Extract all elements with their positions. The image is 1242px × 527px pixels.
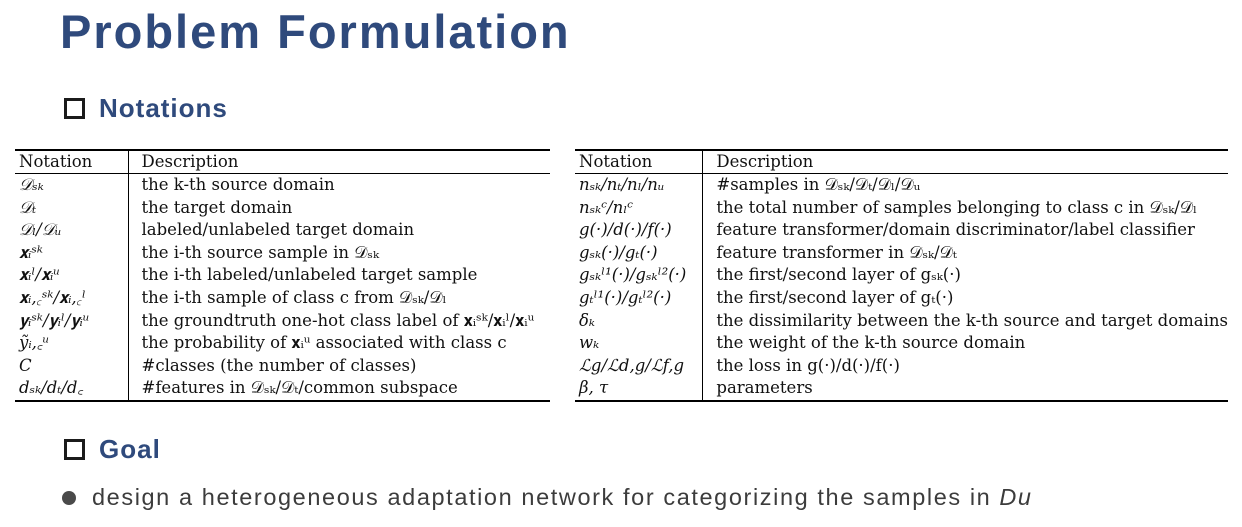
goal-heading-label: Goal <box>99 434 161 464</box>
description-cell: the target domain <box>141 197 293 217</box>
goal-text: design a heterogeneous adaptation network for categorizing the samples in <box>92 484 992 510</box>
description-cell: the groundtruth one-hot class label of 𝐱ᵢˢᵏ/𝐱ᵢˡ/𝐱ᵢᵘ <box>141 310 535 330</box>
description-cell: #classes (the number of classes) <box>141 355 417 375</box>
goal-heading <box>64 434 161 465</box>
description-cell: the dissimilarity between the k-th source and target domains <box>716 310 1228 330</box>
description-cell: #features in 𝒟ₛₖ/𝒟ₜ/common subspace <box>128 377 550 401</box>
description-cell: the i-th sample of class c from 𝒟ₛₖ/𝒟ₗ <box>141 287 447 307</box>
notation-cell: 𝒟ₜ <box>15 197 128 220</box>
column-header-notation: Notation <box>575 150 703 174</box>
description-cell: the loss in g(·)/d(·)/f(·) <box>716 355 900 375</box>
notation-cell: 𝒟ₛₖ <box>15 174 128 197</box>
table-row <box>575 287 1228 310</box>
notation-cell: wₖ <box>575 332 703 355</box>
table-row <box>15 219 550 242</box>
table-row <box>575 310 1228 333</box>
notation-cell: nₛₖ/nₜ/nₗ/nᵤ <box>575 174 703 197</box>
table-row <box>575 377 1228 401</box>
bullet-dot-icon <box>62 491 76 505</box>
notation-cell: β, τ <box>575 377 703 401</box>
notation-cell: 𝐱ᵢ,꜀ˢᵏ/𝐱ᵢ,꜀ˡ <box>15 287 128 310</box>
description-cell: #samples in 𝒟ₛₖ/𝒟ₜ/𝒟ₗ/𝒟ᵤ <box>716 175 921 194</box>
slide-title: Problem Formulation <box>60 5 571 58</box>
notation-cell: 𝐱ᵢˢᵏ <box>15 242 128 265</box>
square-bullet-icon <box>64 98 85 119</box>
notation-cell: g(·)/d(·)/f(·) <box>575 219 703 242</box>
table-row <box>15 377 550 401</box>
notation-table-left <box>15 149 550 402</box>
notations-heading <box>64 93 228 124</box>
description-cell: the k-th source domain <box>141 175 335 194</box>
notation-cell: gₛₖˡ¹(·)/gₛₖˡ²(·) <box>575 264 703 287</box>
description-cell: parameters <box>703 377 1228 401</box>
description-cell: the weight of the k-th source domain <box>716 333 1026 353</box>
column-header-notation: Notation <box>15 150 128 174</box>
goal-symbol: Du <box>999 484 1033 510</box>
table-row <box>15 355 550 378</box>
table-header-row <box>575 150 1228 174</box>
table-row <box>575 332 1228 355</box>
notation-cell: ℒg/ℒd,g/ℒf,g <box>575 355 703 378</box>
notation-cell: ỹᵢ,꜀ᵘ <box>15 332 128 355</box>
notation-cell: 𝐲ᵢˢᵏ/𝐲ᵢˡ/𝐲ᵢᵘ <box>15 310 128 333</box>
table-row <box>15 242 550 265</box>
notations-heading-label: Notations <box>99 93 228 123</box>
notation-cell: 𝐱ᵢˡ/𝐱ᵢᵘ <box>15 264 128 287</box>
table-row <box>575 219 1228 242</box>
goal-bullet-item <box>62 484 1033 511</box>
table-row <box>15 287 550 310</box>
table-row <box>15 197 550 220</box>
column-header-description: Description <box>128 150 550 174</box>
column-header-description: Description <box>703 150 1228 174</box>
table-row <box>575 174 1228 197</box>
description-cell: the probability of 𝐱ᵢᵘ associated with class c <box>141 333 507 353</box>
table-row <box>15 332 550 355</box>
description-cell: feature transformer in 𝒟ₛₖ/𝒟ₜ <box>716 242 957 262</box>
table-row <box>575 242 1228 265</box>
description-cell: the first/second layer of gₜ(·) <box>716 287 954 307</box>
description-cell: feature transformer/domain discriminator/label classifier <box>716 220 1195 240</box>
table-row <box>575 264 1228 287</box>
description-cell: the first/second layer of gₛₖ(·) <box>716 265 961 285</box>
description-cell: the i-th labeled/unlabeled target sample <box>141 265 478 285</box>
square-bullet-icon <box>64 439 85 460</box>
description-cell: the i-th source sample in 𝒟ₛₖ <box>141 242 379 262</box>
table-row <box>575 355 1228 378</box>
table-row <box>15 310 550 333</box>
description-cell: labeled/unlabeled target domain <box>141 220 415 240</box>
notation-cell: C <box>15 355 128 378</box>
notation-cell: gₛₖ(·)/gₜ(·) <box>575 242 703 265</box>
description-cell: the total number of samples belonging to class c in 𝒟ₛₖ/𝒟ₗ <box>716 197 1198 217</box>
notation-cell: dₛₖ/dₜ/d꜀ <box>15 377 128 401</box>
notation-cell: gₜˡ¹(·)/gₜˡ²(·) <box>575 287 703 310</box>
table-header-row <box>15 150 550 174</box>
table-row <box>575 197 1228 220</box>
table-row <box>15 264 550 287</box>
notation-cell: 𝒟ₗ/𝒟ᵤ <box>15 219 128 242</box>
notation-cell: δₖ <box>575 310 703 333</box>
notation-table-right <box>575 149 1228 402</box>
table-row <box>15 174 550 197</box>
notation-cell: nₛₖᶜ/nₗᶜ <box>575 197 703 220</box>
